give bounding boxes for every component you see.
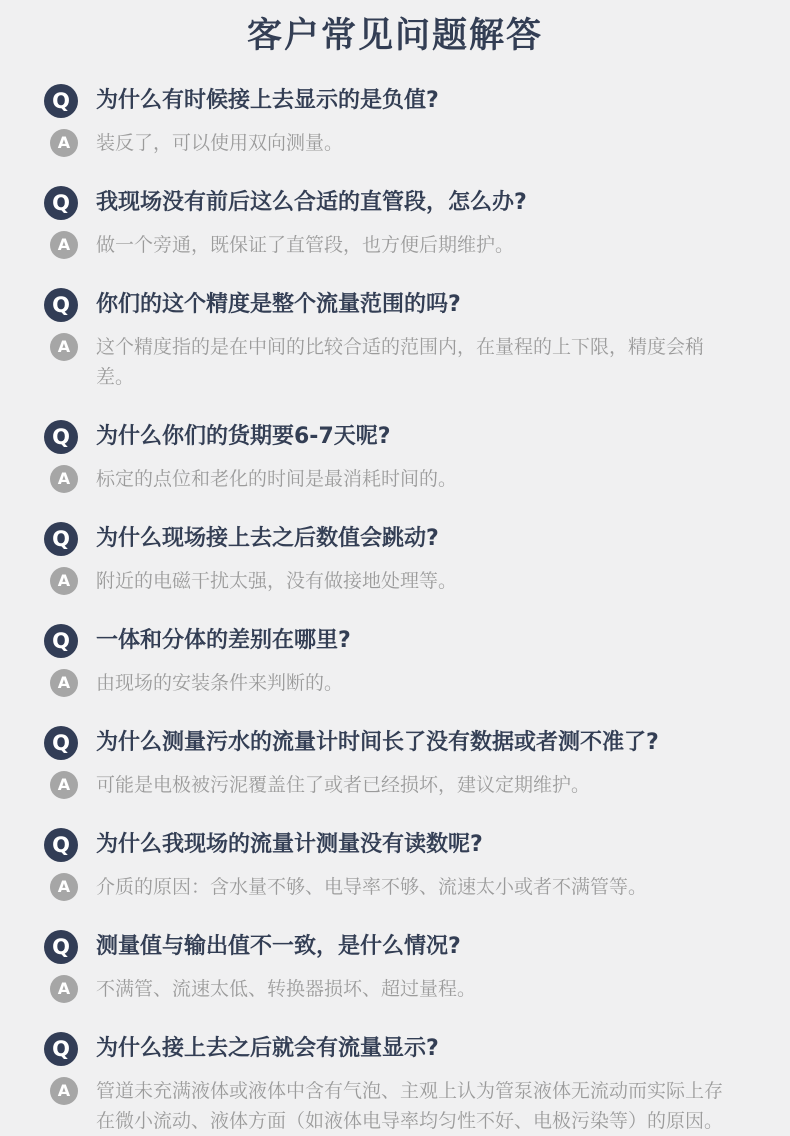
question-text: 为什么有时候接上去显示的是负值? [96,88,439,113]
faq-item [44,1032,746,1136]
answer-text: 由现场的安装条件来判断的。 [96,672,344,694]
q-badge-icon: Q [44,420,78,454]
question-text: 为什么接上去之后就会有流量显示? [96,1036,439,1061]
faq-item [44,828,746,902]
q-badge-icon: Q [44,828,78,862]
a-badge-icon: A [50,333,78,361]
faq-item [44,288,746,392]
answer-row [44,464,746,494]
question-row [44,522,746,556]
faq-item [44,420,746,494]
a-badge-icon: A [50,465,78,493]
answer-text: 这个精度指的是在中间的比较合适的范围内，在量程的上下限，精度会稍差。 [96,336,705,388]
answer-row [44,872,746,902]
question-row [44,420,746,454]
question-text: 为什么现场接上去之后数值会跳动? [96,526,439,551]
question-text: 一体和分体的差别在哪里? [96,628,351,653]
question-text: 为什么我现场的流量计测量没有读数呢? [96,832,483,857]
answer-text: 装反了，可以使用双向测量。 [96,132,344,154]
q-badge-icon: Q [44,522,78,556]
a-badge-icon: A [50,669,78,697]
faq-item [44,522,746,596]
a-badge-icon: A [50,231,78,259]
question-text: 我现场没有前后这么合适的直管段，怎么办? [96,190,527,215]
a-badge-icon: A [50,129,78,157]
answer-text: 介质的原因：含水量不够、电导率不够、流速太小或者不满管等。 [96,876,648,898]
faq-item [44,186,746,260]
page-title: 客户常见问题解答 [246,16,543,56]
answer-row [44,332,746,392]
faq-item [44,624,746,698]
q-badge-icon: Q [44,186,78,220]
a-badge-icon: A [50,873,78,901]
faq-list [44,84,746,1136]
question-text: 测量值与输出值不一致，是什么情况? [96,934,461,959]
q-badge-icon: Q [44,624,78,658]
a-badge-icon: A [50,975,78,1003]
a-badge-icon: A [50,1077,78,1105]
answer-text: 做一个旁通，既保证了直管段，也方便后期维护。 [96,234,515,256]
question-row [44,1032,746,1066]
answer-text: 可能是电极被污泥覆盖住了或者已经损坏，建议定期维护。 [96,774,591,796]
faq-item [44,84,746,158]
answer-row [44,230,746,260]
question-row [44,624,746,658]
q-badge-icon: Q [44,930,78,964]
question-row [44,828,746,862]
q-badge-icon: Q [44,288,78,322]
faq-item [44,726,746,800]
answer-row [44,566,746,596]
question-text: 你们的这个精度是整个流量范围的吗? [96,292,461,317]
question-row [44,84,746,118]
answer-text: 不满管、流速太低、转换器损坏、超过量程。 [96,978,477,1000]
q-badge-icon: Q [44,726,78,760]
answer-text: 标定的点位和老化的时间是最消耗时间的。 [96,468,458,490]
faq-item [44,930,746,1004]
a-badge-icon: A [50,771,78,799]
question-row [44,288,746,322]
question-row [44,726,746,760]
answer-row [44,770,746,800]
answer-row [44,974,746,1004]
answer-row [44,1076,746,1136]
answer-row [44,128,746,158]
answer-text: 附近的电磁干扰太强，没有做接地处理等。 [96,570,458,592]
question-row [44,186,746,220]
a-badge-icon: A [50,567,78,595]
question-text: 为什么测量污水的流量计时间长了没有数据或者测不准了? [96,730,659,755]
answer-text: 管道未充满液体或液体中含有气泡、主观上认为管泵液体无流动而实际上存在微小流动、液体方面（如液体电导率均匀性不好、电极污染等）的原因。 [96,1080,724,1132]
q-badge-icon: Q [44,84,78,118]
question-text: 为什么你们的货期要6-7天呢? [96,424,391,449]
q-badge-icon: Q [44,1032,78,1066]
question-row [44,930,746,964]
answer-row [44,668,746,698]
